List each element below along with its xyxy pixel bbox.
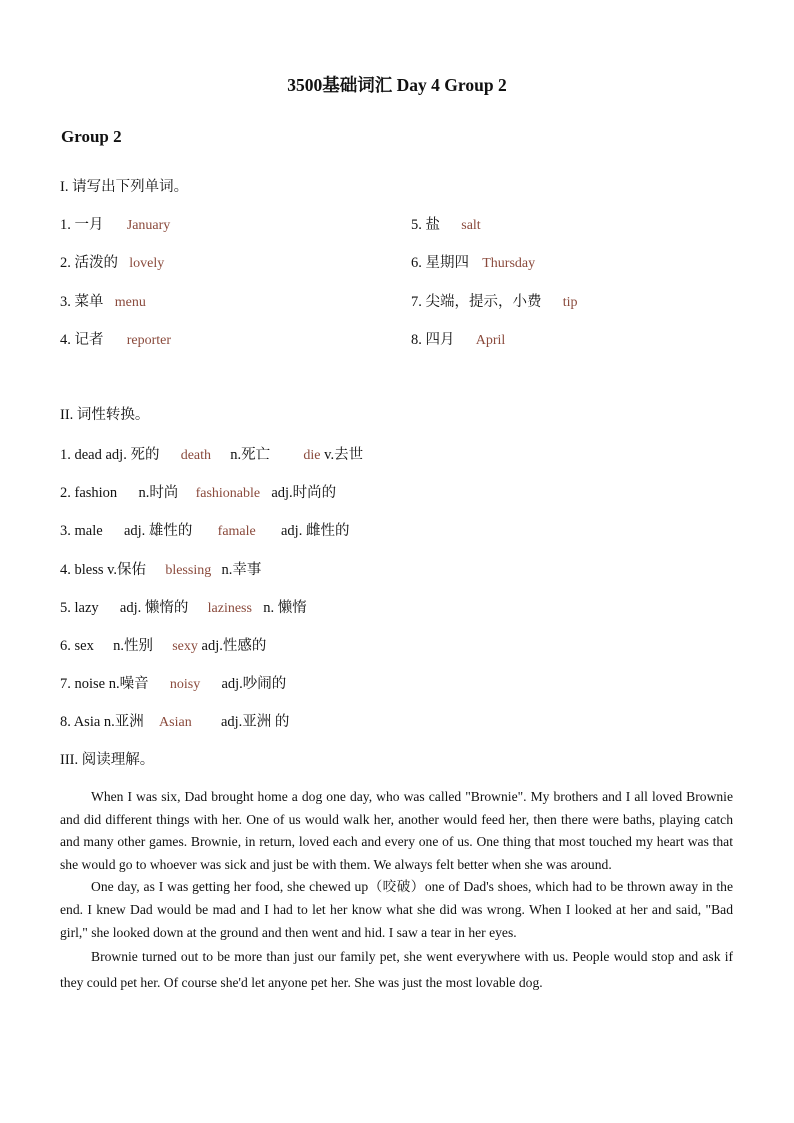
conversion-row	[60, 710, 289, 731]
item-number: 4.	[60, 332, 71, 348]
conversion-row	[60, 596, 307, 617]
form: n.幸事	[221, 562, 262, 578]
item-answer: menu	[114, 295, 146, 310]
form: v.去世	[324, 447, 364, 463]
base-word: 6. sex	[60, 638, 94, 654]
form: adj.时尚的	[271, 485, 337, 501]
base-word: 3. male	[60, 523, 103, 539]
item-number: 7.	[411, 294, 422, 310]
document-title: 3500基础词汇 Day 4 Group 2	[287, 75, 507, 95]
form: adj.性感的	[201, 638, 267, 654]
paragraph: One day, as I was getting her food, she chewed up（咬破）one of Dad's shoes, which had to be thrown away in the end. I knew Dad would be mad and I had to let her know what she did was wrong. When I looked at her and said, "Bad girl," she looked down at the ground and then went and hid. I saw a tear in her eyes.	[60, 879, 733, 940]
answer: Asian	[159, 715, 192, 730]
item-chinese: 一月	[74, 217, 104, 233]
answer: death	[180, 448, 212, 463]
reading-passage	[60, 786, 733, 996]
vocab-item	[60, 251, 164, 272]
form: adj. 懒惰的	[119, 600, 189, 616]
form: n. 懒惰	[263, 600, 307, 616]
item-number: 2.	[60, 255, 71, 271]
base-word: 8. Asia	[60, 714, 101, 730]
item-answer: reporter	[126, 333, 172, 348]
form: n.时尚	[138, 485, 179, 501]
form: n.亚洲	[103, 714, 144, 730]
item-number: 6.	[411, 255, 422, 271]
item-chinese: 记者	[74, 332, 104, 348]
paragraph: Brownie turned out to be more than just our family pet, she went everywhere with us. People would stop and ask if they could pet her. Of course she'd let anyone pet her. She was just the most lovable dog.	[60, 949, 733, 991]
section3-heading: III. 阅读理解。	[60, 752, 155, 768]
vocab-item	[60, 213, 170, 234]
form: adj.吵闹的	[221, 676, 287, 692]
item-chinese: 盐	[425, 217, 440, 233]
item-number: 3.	[60, 294, 71, 310]
item-chinese: 星期四	[425, 255, 469, 271]
form: adj.亚洲 的	[220, 714, 290, 730]
form: adj. 雌性的	[281, 523, 350, 539]
vocab-item	[411, 290, 578, 311]
vocab-item	[411, 251, 535, 272]
base-word: 1. dead adj. 死的	[60, 447, 160, 463]
answer: sexy	[172, 639, 198, 654]
form: n.死亡	[230, 447, 271, 463]
item-chinese: 尖端，提示，小费	[425, 294, 542, 310]
conversion-row	[60, 634, 266, 655]
paragraph: When I was six, Dad brought home a dog one day, who was called "Brownie". My brothers and I all loved Brownie and did different things with her. One of us would walk her, another would feed her, then there were baths, playing catch and many other games. Brownie, in return, loved each and every one of us. One thing that most touched my heart was that she would go to whoever was sick and just be with them. We always felt better when she was around.	[60, 789, 733, 872]
vocab-item	[411, 213, 481, 234]
form: adj. 雄性的	[123, 523, 193, 539]
form: n.噪音	[108, 676, 149, 692]
item-answer: lovely	[129, 256, 165, 271]
item-answer: Thursday	[482, 256, 536, 271]
conversion-row	[60, 672, 286, 693]
vocab-item	[60, 328, 171, 349]
answer: famale	[217, 524, 256, 539]
section2-heading: II. 词性转换。	[60, 407, 150, 423]
group-heading: Group 2	[61, 127, 122, 146]
form: n.性别	[113, 638, 153, 654]
vocab-item	[60, 290, 146, 311]
item-number: 8.	[411, 332, 422, 348]
conversion-row	[60, 519, 349, 540]
conversion-row	[60, 481, 336, 502]
item-answer: January	[126, 218, 171, 233]
base-word: 7. noise	[60, 676, 106, 692]
vocab-item	[411, 328, 505, 349]
item-chinese: 活泼的	[74, 255, 118, 271]
base-word: 5. lazy	[60, 600, 99, 616]
base-word: 4. bless v.保佑	[60, 562, 147, 578]
item-chinese: 菜单	[74, 294, 104, 310]
answer: fashionable	[195, 486, 261, 501]
answer: laziness	[207, 601, 252, 616]
conversion-row	[60, 558, 261, 579]
section1-heading: I. 请写出下列单词。	[60, 179, 189, 195]
item-answer: tip	[562, 295, 578, 310]
item-number: 5.	[411, 217, 422, 233]
answer: noisy	[169, 677, 201, 692]
item-answer: April	[475, 333, 506, 348]
conversion-row	[60, 443, 363, 464]
base-word: 2. fashion	[60, 485, 118, 501]
item-chinese: 四月	[425, 332, 455, 348]
item-answer: salt	[461, 218, 481, 233]
item-number: 1.	[60, 217, 71, 233]
answer: die	[303, 448, 321, 463]
answer: blessing	[165, 563, 212, 578]
